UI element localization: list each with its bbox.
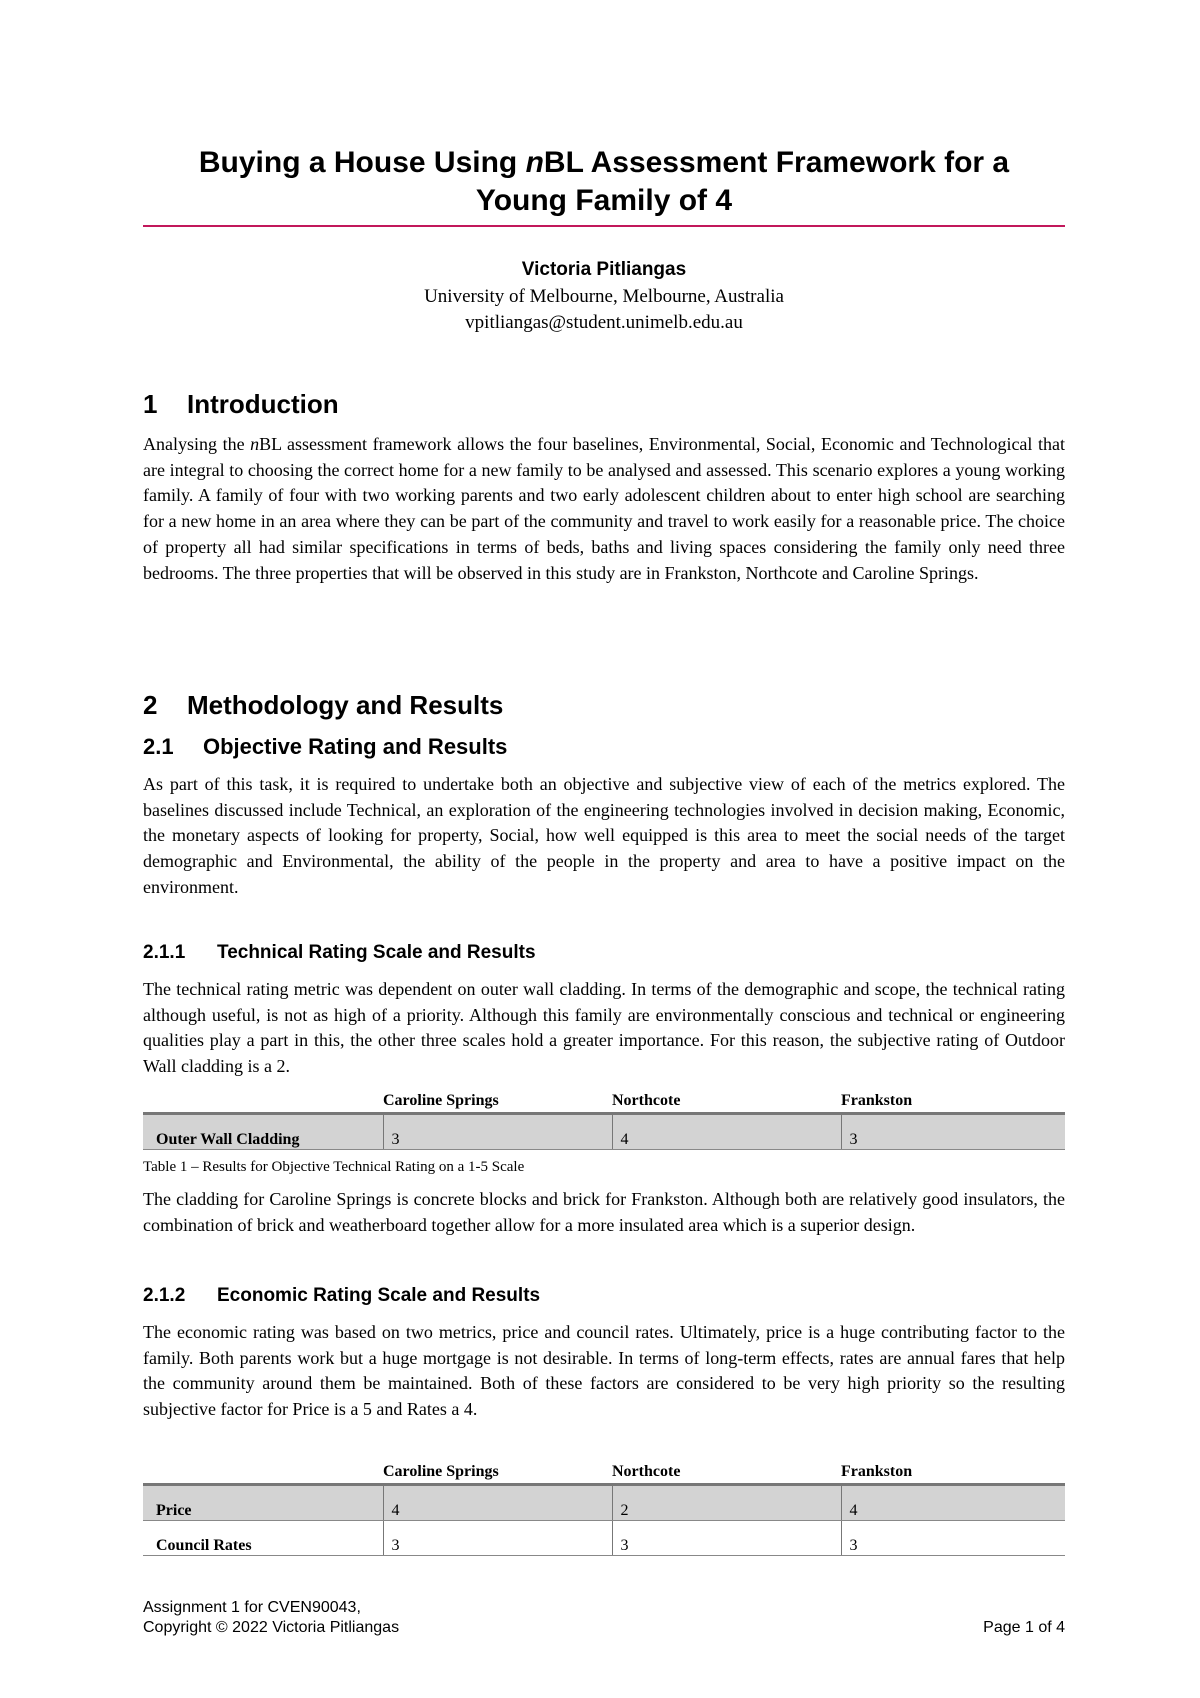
technical-results-table: [143, 1086, 1065, 1150]
subsubsection-heading-technical: [143, 941, 536, 965]
section-heading-methodology: [143, 689, 503, 721]
table-cell: 3: [841, 1114, 1065, 1150]
subsubsection-title: Technical Rating Scale and Results: [217, 942, 536, 963]
paper-title: [143, 144, 1065, 220]
table-header-cell: Caroline Springs: [383, 1086, 612, 1114]
table-header-cell: Frankston: [841, 1457, 1065, 1485]
title-italic: n: [525, 146, 544, 179]
table-header-cell: [143, 1086, 383, 1114]
intro-text-italic: n: [250, 434, 260, 454]
subsubsection-heading-economic: [143, 1284, 540, 1308]
table-row: [143, 1485, 1065, 1521]
title-prefix: Buying a House Using: [198, 146, 526, 179]
subsubsection-number: 2.1.1: [143, 942, 186, 963]
subsubsection-number: 2.1.2: [143, 1285, 186, 1306]
intro-text-rest: BL assessment framework allows the four baselines, Environmental, Social, Economic and Technological that are integral to choosing the correct home for a new family to be analysed and assessed. This scenario explores a young working family. A family of four with two working parents and two early adolescent children about to enter high school are searching for a new home in an area where they can be part of the community and travel to work easily for a reasonable price. The choice of property all had similar specifications in terms of beds, baths and living spaces considering the family only need three bedrooms. The three properties that will be observed in this study are in Frankston, Northcote and Caroline Springs.: [143, 434, 1065, 583]
subsection-title: Objective Rating and Results: [203, 734, 508, 759]
table-row: [143, 1521, 1065, 1556]
subsubsection-title: Economic Rating Scale and Results: [217, 1285, 541, 1306]
author-affiliation: University of Melbourne, Melbourne, Australia: [424, 286, 784, 307]
subsection-number: 2.1: [143, 734, 174, 759]
title-divider: [143, 225, 1065, 227]
table-header-cell: Northcote: [612, 1457, 841, 1485]
table-header-cell: Caroline Springs: [383, 1457, 612, 1485]
table-header-cell: Frankston: [841, 1086, 1065, 1114]
footer-copyright: Copyright © 2022 Victoria Pitliangas: [143, 1619, 400, 1636]
table-cell: 4: [612, 1114, 841, 1150]
page-footer: [143, 1598, 1065, 1638]
cladding-paragraph: The cladding for Caroline Springs is concrete blocks and brick for Frankston. Although both are relatively good insulators, the combination of brick and weatherboard together allow for a more insulated area which is a superior design.: [143, 1189, 1065, 1235]
table-row-label: Price: [143, 1485, 383, 1521]
table-row-label: Outer Wall Cladding: [143, 1114, 383, 1150]
introduction-paragraph: [143, 432, 1065, 586]
author-name: Victoria Pitliangas: [521, 259, 687, 280]
footer-assignment: Assignment 1 for CVEN90043,: [143, 1599, 361, 1616]
section-title: Introduction: [187, 389, 339, 419]
economic-results-table: [143, 1457, 1065, 1556]
table-cell: 2: [612, 1485, 841, 1521]
section-number: 1: [143, 389, 158, 419]
table-row: [143, 1114, 1065, 1150]
objective-paragraph: As part of this task, it is required to undertake both an objective and subjective view of each of the metrics explored. The baselines discussed include Technical, an exploration of the engineering technologies involved in decision making, Economic, the monetary aspects of looking for property, Social, how well equipped is this area to meet the social needs of the target demographic and Environmental, the ability of the people in the property and area to have a positive impact on the environment.: [143, 774, 1065, 897]
table-cell: 3: [383, 1521, 612, 1556]
technical-paragraph: The technical rating metric was dependent on outer wall cladding. In terms of the demographic and scope, the technical rating although useful, is not as high of a priority. Although this family are environmentally conscious and technical or engineering qualities play a part in this, the other three scales hold a greater importance. For this reason, the subjective rating of Outdoor Wall cladding is a 2.: [143, 979, 1065, 1077]
table-cell: 3: [612, 1521, 841, 1556]
author-affiliation-block: [143, 284, 1065, 336]
table-header-row: [143, 1457, 1065, 1485]
intro-text-start: Analysing the: [143, 434, 251, 454]
table-row-label: Council Rates: [143, 1521, 383, 1556]
table-header-cell: Northcote: [612, 1086, 841, 1114]
section-heading-introduction: [143, 388, 339, 420]
table-caption: Table 1 – Results for Objective Technical Rating on a 1-5 Scale: [143, 1159, 525, 1175]
author-email: vpitliangas@student.unimelb.edu.au: [465, 312, 743, 333]
table-header-row: [143, 1086, 1065, 1114]
table-cell: 4: [383, 1485, 612, 1521]
table-cell: 4: [841, 1485, 1065, 1521]
title-line2: Young Family of 4: [475, 184, 733, 217]
subsection-heading-objective: [143, 733, 507, 761]
footer-page-number: Page 1 of 4: [983, 1619, 1065, 1636]
table-cell: 3: [841, 1521, 1065, 1556]
table-cell: 3: [383, 1114, 612, 1150]
table-header-cell: [143, 1457, 383, 1485]
section-number: 2: [143, 690, 158, 720]
section-title: Methodology and Results: [187, 690, 504, 720]
title-suffix: BL Assessment Framework for a: [543, 146, 1010, 179]
economic-paragraph: The economic rating was based on two metrics, price and council rates. Ultimately, price is a huge contributing factor to the family. Both parents work but a huge mortgage is not desirable. In terms of long-term effects, rates are annual fares that help the community around them be maintained. Both of these factors are considered to be very high priority so the resulting subjective factor for Price is a 5 and Rates a 4.: [143, 1322, 1065, 1420]
